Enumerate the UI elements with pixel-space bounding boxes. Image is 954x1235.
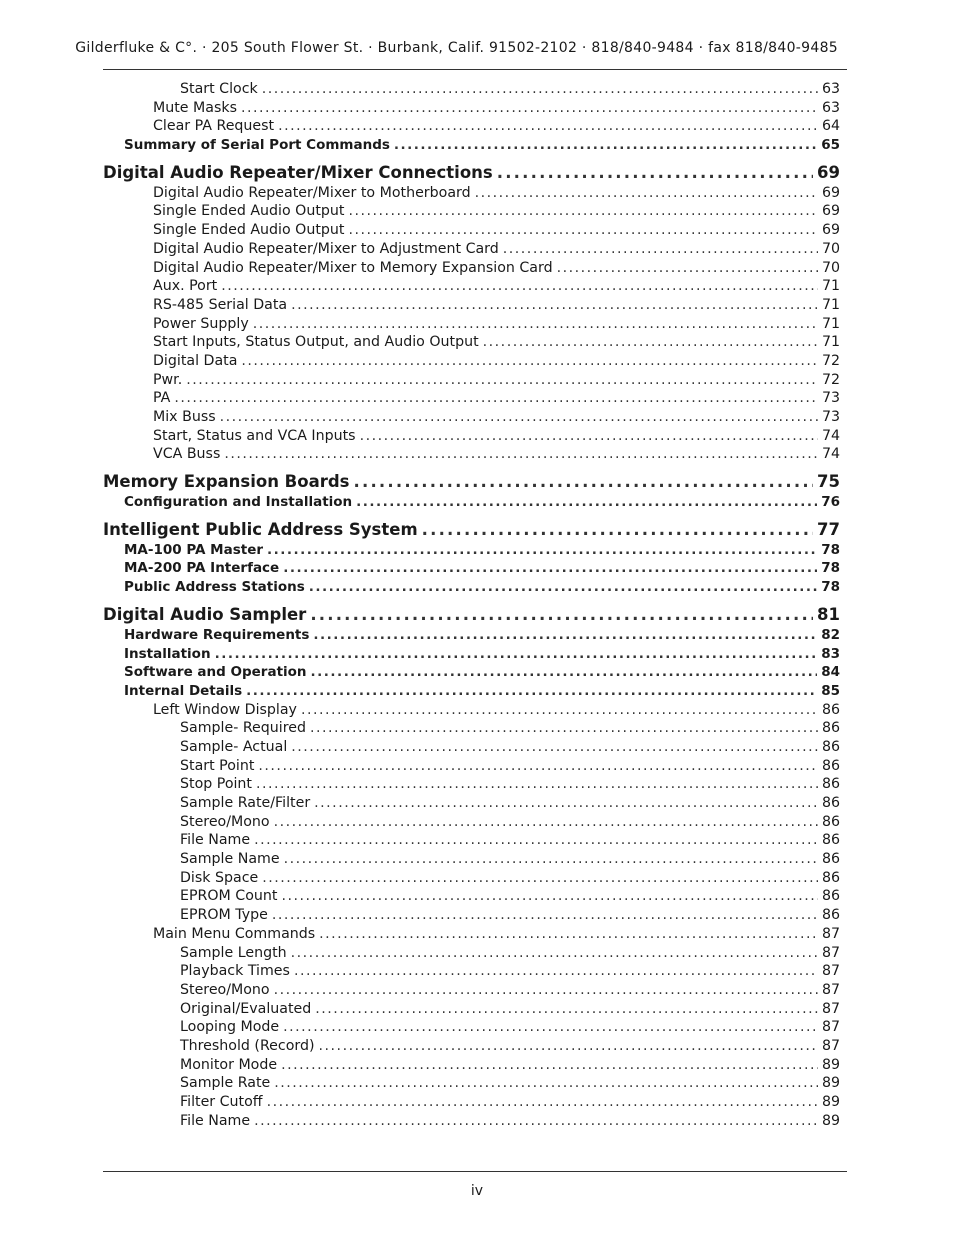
dot-leader [314,794,818,813]
toc-entry-title: Digital Audio Repeater/Mixer to Motherboard [153,184,471,201]
dot-leader [310,719,818,738]
toc-entry[interactable] [103,645,840,664]
toc-entry[interactable] [103,371,840,390]
toc-entry-page: 83 [821,645,840,662]
toc-entry-title: Sample Rate/Filter [180,795,311,811]
toc-entry[interactable] [103,1056,840,1075]
toc-entry-title: EPROM Type [180,907,268,924]
dot-leader [262,869,818,888]
dot-leader [294,962,818,981]
toc-entry-title: Configuration and Installation [124,494,353,511]
toc-entry-title: Main Menu Commands [153,925,316,942]
toc-entry[interactable] [103,981,840,1000]
toc-entry-page: 74 [821,427,840,444]
toc-entry-title: Intelligent Public Address System [103,519,418,539]
toc-entry-title: Internal Details [124,682,243,699]
toc-entry-page: 74 [821,446,840,463]
dot-leader [283,559,817,578]
toc-entry-title: Start Clock [180,81,258,97]
toc-entry-page: 72 [821,371,840,388]
toc-entry-title: Left Window Display [153,701,297,718]
dot-leader [291,296,818,315]
dot-leader [241,99,818,118]
dot-leader [281,1056,818,1075]
toc-entry[interactable] [103,445,840,464]
toc-entry[interactable] [103,813,840,832]
toc-entry[interactable] [103,1037,840,1056]
toc-entry-title: Sample Rate [180,1075,271,1092]
toc-entry-page: 73 [821,409,840,425]
dot-leader [356,493,817,512]
toc-entry-page: 87 [821,963,840,980]
toc-entry-page: 69 [821,203,840,220]
toc-entry-page: 70 [821,240,840,257]
toc-entry-title: Digital Audio Sampler [103,604,307,624]
toc-entry-page: 86 [821,795,840,811]
toc-entry-title: Playback Times [180,963,290,980]
dot-leader [274,813,818,832]
toc-entry-title: Original/Evaluated [180,1000,312,1017]
toc-entry-page: 86 [821,701,840,718]
toc-entry[interactable] [103,1018,840,1037]
toc-entry-title: Mix Buss [153,409,216,425]
dot-leader [262,80,818,99]
toc-entry-title: PA [153,390,171,407]
toc-entry-title: Sample- Actual [180,738,288,755]
toc-entry[interactable] [103,80,840,99]
dot-leader [354,471,814,493]
toc-entry-page: 72 [821,352,840,369]
toc-entry[interactable] [103,887,840,906]
toc-entry[interactable] [103,626,840,645]
toc-entry-title: Stereo/Mono [180,981,270,998]
toc-entry-title: EPROM Count [180,888,278,905]
toc-entry-title: Threshold (Record) [180,1037,315,1054]
toc-entry-page: 78 [821,579,840,596]
dot-leader [272,906,818,925]
toc-entry[interactable] [103,775,840,794]
toc-entry[interactable] [103,202,840,221]
toc-entry-title: Looping Mode [180,1019,280,1036]
dot-leader [422,519,813,541]
toc-entry-page: 65 [821,137,840,154]
dot-leader [258,757,818,776]
dot-leader [267,1093,818,1112]
dot-leader [186,371,818,390]
dot-leader [483,333,818,352]
toc-entry-page: 76 [821,494,840,511]
toc-entry[interactable] [103,471,840,493]
toc-entry-page: 89 [821,1075,840,1092]
toc-entry-title: Clear PA Request [153,118,275,135]
toc-entry-page: 87 [821,925,840,942]
toc-entry-page: 71 [821,296,840,313]
toc-entry-title: RS-485 Serial Data [153,296,288,313]
dot-leader [174,389,818,408]
toc-entry-title: Aux. Port [153,278,218,295]
dot-leader [284,850,818,869]
toc-entry[interactable] [103,1112,840,1131]
toc-entry-page: 69 [817,162,840,182]
dot-leader [221,277,818,296]
toc-entry-title: Start, Status and VCA Inputs [153,427,356,444]
toc-entry-page: 73 [821,390,840,407]
dot-leader [281,887,818,906]
toc-entry[interactable] [103,221,840,240]
toc-entry-title: Installation [124,645,211,662]
toc-entry[interactable] [103,389,840,408]
toc-entry[interactable] [103,117,840,136]
toc-entry-title: Digital Data [153,352,238,369]
dot-leader [241,352,818,371]
dot-leader [309,578,817,597]
toc-entry-title: Sample- Required [180,720,306,737]
toc-entry-title: File Name [180,832,251,849]
toc-entry-page: 89 [821,1112,840,1129]
toc-entry-page: 82 [821,626,840,643]
toc-entry-title: Stereo/Mono [180,813,270,830]
toc-entry[interactable] [103,962,840,981]
dot-leader [291,738,818,757]
toc-entry[interactable] [103,352,840,371]
dot-leader [274,981,818,1000]
dot-leader [311,663,818,682]
toc-entry-title: Software and Operation [124,664,307,681]
toc-entry-page: 87 [821,944,840,961]
toc-entry-page: 64 [821,118,840,135]
toc-entry-page: 63 [821,99,840,116]
dot-leader [348,202,817,221]
toc-entry-page: 87 [821,1037,840,1054]
toc-entry-title: Digital Audio Repeater/Mixer Connections [103,162,493,182]
toc-entry-page: 71 [821,315,840,332]
toc-entry[interactable] [103,559,840,578]
toc-entry-page: 78 [821,541,840,558]
toc-entry-page: 85 [821,682,840,699]
toc-entry-title: Mute Masks [153,99,237,116]
toc-entry[interactable] [103,333,840,352]
toc-entry-title: Monitor Mode [180,1056,278,1073]
toc-entry-page: 87 [821,1019,840,1036]
toc-entry-page: 86 [821,907,840,924]
toc-entry[interactable] [103,850,840,869]
toc-entry[interactable] [103,1000,840,1019]
dot-leader [348,221,817,240]
toc-entry-page: 70 [821,259,840,276]
toc-entry-title: Digital Audio Repeater/Mixer to Memory Expansion Card [153,259,553,276]
toc-entry[interactable] [103,1093,840,1112]
dot-leader [394,136,817,155]
toc-entry-page: 77 [817,519,840,539]
toc-entry[interactable] [103,831,840,850]
toc-entry[interactable] [103,315,840,334]
dot-leader [557,259,818,278]
toc-entry[interactable] [103,701,840,720]
toc-entry-page: 81 [817,604,840,624]
toc-entry[interactable] [103,296,840,315]
toc-entry-page: 71 [821,278,840,295]
toc-entry-title: Single Ended Audio Output [153,222,345,239]
toc-entry[interactable] [103,944,840,963]
page-number: iv [470,1183,484,1199]
dot-leader [256,775,818,794]
toc-entry-page: 86 [821,738,840,755]
toc-entry-title: Single Ended Audio Output [153,203,345,220]
toc-entry[interactable] [103,240,840,259]
dot-leader [274,1074,818,1093]
dot-leader [253,315,818,334]
toc-entry-title: Sample Name [180,851,280,868]
toc-entry-page: 78 [821,560,840,577]
toc-entry[interactable] [103,541,840,560]
toc-entry-page: 86 [821,757,840,774]
toc-entry[interactable] [103,869,840,888]
toc-entry[interactable] [103,184,840,203]
dot-leader [475,184,818,203]
toc-entry[interactable] [103,738,840,757]
dot-leader [319,1037,818,1056]
dot-leader [215,645,818,664]
toc-entry-page: 89 [821,1094,840,1110]
dot-leader [246,682,817,701]
toc-entry-page: 71 [821,334,840,351]
toc-entry-page: 86 [821,869,840,886]
toc-entry-title: Power Supply [153,315,249,332]
toc-entry-title: Sample Length [180,944,287,961]
toc-entry[interactable] [103,519,840,541]
dot-leader [319,925,818,944]
toc-entry-page: 86 [821,776,840,793]
toc-entry[interactable] [103,578,840,597]
toc-entry-title: Digital Audio Repeater/Mixer to Adjustment Card [153,240,499,257]
running-header: Gilderfluke & C°. · 205 South Flower St. · Burbank, Calif. 91502-2102 · 818/840-9484 · fax 818/840-9485 [75,40,838,56]
toc-entry-page: 86 [821,888,840,905]
dot-leader [503,240,818,259]
dot-leader [497,162,813,184]
toc-entry-page: 89 [821,1056,840,1073]
dot-leader [220,408,818,427]
toc-entry-page: 86 [821,832,840,849]
toc-entry[interactable] [103,277,840,296]
table-of-contents [103,80,840,1130]
toc-entry-page: 69 [821,222,840,239]
toc-entry[interactable] [103,427,840,446]
toc-entry[interactable] [103,408,840,427]
toc-entry-title: Memory Expansion Boards [103,472,350,492]
toc-entry-title: MA-100 PA Master [124,541,264,558]
dot-leader [360,427,818,446]
toc-entry-title: Summary of Serial Port Commands [124,137,390,154]
toc-entry[interactable] [103,906,840,925]
toc-entry[interactable] [103,719,840,738]
toc-entry-title: VCA Buss [153,446,221,463]
toc-entry-page: 69 [821,184,840,201]
dot-leader [301,701,818,720]
footer-rule [103,1171,847,1172]
toc-entry-title: MA-200 PA Interface [124,560,280,577]
toc-entry-page: 75 [817,472,840,492]
toc-entry-page: 86 [821,720,840,737]
toc-entry-page: 84 [821,664,840,681]
toc-entry[interactable] [103,604,840,626]
toc-entry[interactable] [103,682,840,701]
dot-leader [291,944,818,963]
toc-entry-title: Hardware Requirements [124,626,310,643]
dot-leader [278,117,818,136]
toc-entry[interactable] [103,663,840,682]
toc-entry-title: Filter Cutoff [180,1094,263,1110]
dot-leader [283,1018,818,1037]
toc-entry-title: Disk Space [180,869,259,886]
toc-entry-page: 86 [821,851,840,868]
toc-entry[interactable] [103,99,840,118]
toc-entry[interactable] [103,493,840,512]
toc-entry[interactable] [103,757,840,776]
dot-leader [254,1112,818,1131]
toc-entry[interactable] [103,925,840,944]
toc-entry[interactable] [103,136,840,155]
dot-leader [267,541,817,560]
toc-entry-title: Stop Point [180,776,252,793]
toc-entry[interactable] [103,794,840,813]
dot-leader [315,1000,818,1019]
toc-entry-title: Pwr. [153,371,183,388]
toc-entry-page: 87 [821,981,840,998]
dot-leader [224,445,818,464]
toc-entry-title: Start Inputs, Status Output, and Audio Output [153,334,479,351]
toc-entry-title: Start Point [180,757,255,774]
toc-entry[interactable] [103,1074,840,1093]
toc-entry[interactable] [103,259,840,278]
toc-entry-page: 87 [821,1000,840,1017]
toc-entry-title: File Name [180,1112,251,1129]
header-rule [103,69,847,70]
toc-entry-title: Public Address Stations [124,579,305,596]
dot-leader [254,831,818,850]
dot-leader [310,604,813,626]
toc-entry[interactable] [103,162,840,184]
toc-entry-page: 63 [821,81,840,97]
toc-entry-page: 86 [821,813,840,830]
dot-leader [313,626,817,645]
